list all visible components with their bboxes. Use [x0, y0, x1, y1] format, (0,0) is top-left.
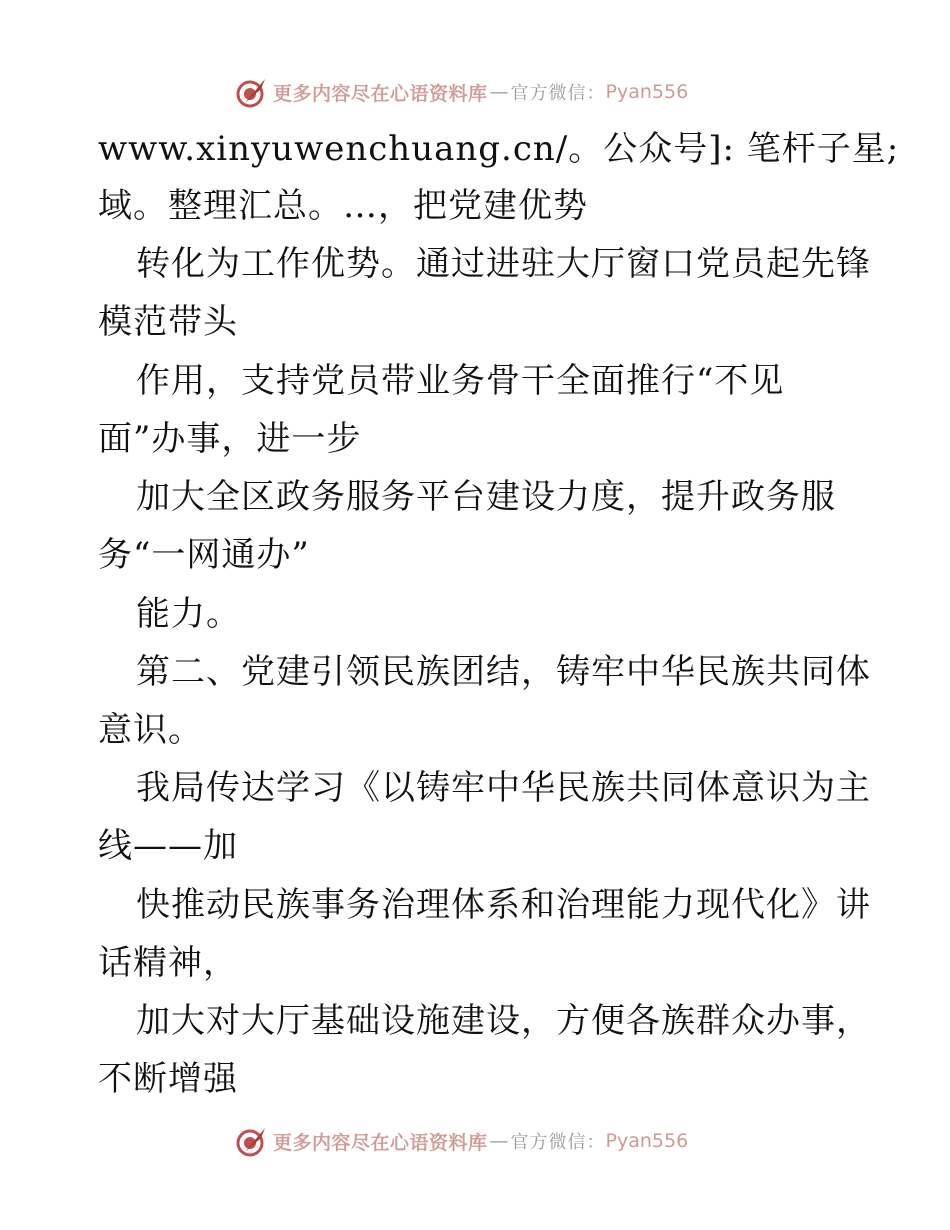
body-text-line: 作用，支持党员带业务骨干全面推行“不见 [136, 361, 785, 401]
watermark-dash: — [489, 1130, 509, 1152]
body-text-line: 模范带头 [98, 302, 238, 342]
body-text-line: 我局传达学习《以铸牢中华民族共同体意识为主 [136, 768, 871, 808]
watermark-dash: — [489, 81, 509, 103]
quill-logo-icon [235, 1124, 269, 1158]
body-text-line: 线——加 [98, 826, 238, 866]
body-text-line: 面”办事，进一步 [98, 419, 362, 459]
watermark-wechat-label: 官方微信： [510, 1132, 606, 1153]
body-text-line: www.xinyuwenchuang.cn/。公众号]: 笔杆子星; [98, 129, 900, 169]
body-text-line: 意识。 [98, 710, 203, 750]
watermark-wechat-label: 官方微信： [510, 83, 606, 104]
body-text-line: 加大全区政务服务平台建设力度，提升政务服 [136, 477, 836, 517]
quill-logo-icon [235, 75, 269, 109]
body-text-line: 第二、党建引领民族团结，铸牢中华民族共同体 [136, 652, 871, 692]
body-text-line: 快推动民族事务治理体系和治理能力现代化》讲 [136, 885, 871, 925]
body-text-line: 务“一网通办” [98, 535, 310, 575]
body-text-line: 不断增强 [98, 1059, 238, 1099]
header-watermark [235, 72, 688, 112]
watermark-wechat-id: Pyan556 [605, 1130, 689, 1152]
watermark-brand-text: 更多内容尽在心语资料库 [273, 82, 488, 105]
footer-watermark [235, 1121, 688, 1161]
body-text-line: 加大对大厅基础设施建设，方便各族群众办事， [136, 1001, 871, 1041]
body-text-line: 域。整理汇总。…，把党建优势 [98, 186, 588, 226]
watermark-brand-text: 更多内容尽在心语资料库 [273, 1131, 488, 1154]
body-text-line: 能力。 [136, 594, 241, 634]
body-text-line: 话精神， [98, 943, 238, 983]
watermark-wechat-id: Pyan556 [605, 81, 689, 103]
body-text-line: 转化为工作优势。通过进驻大厅窗口党员起先锋 [136, 244, 871, 284]
